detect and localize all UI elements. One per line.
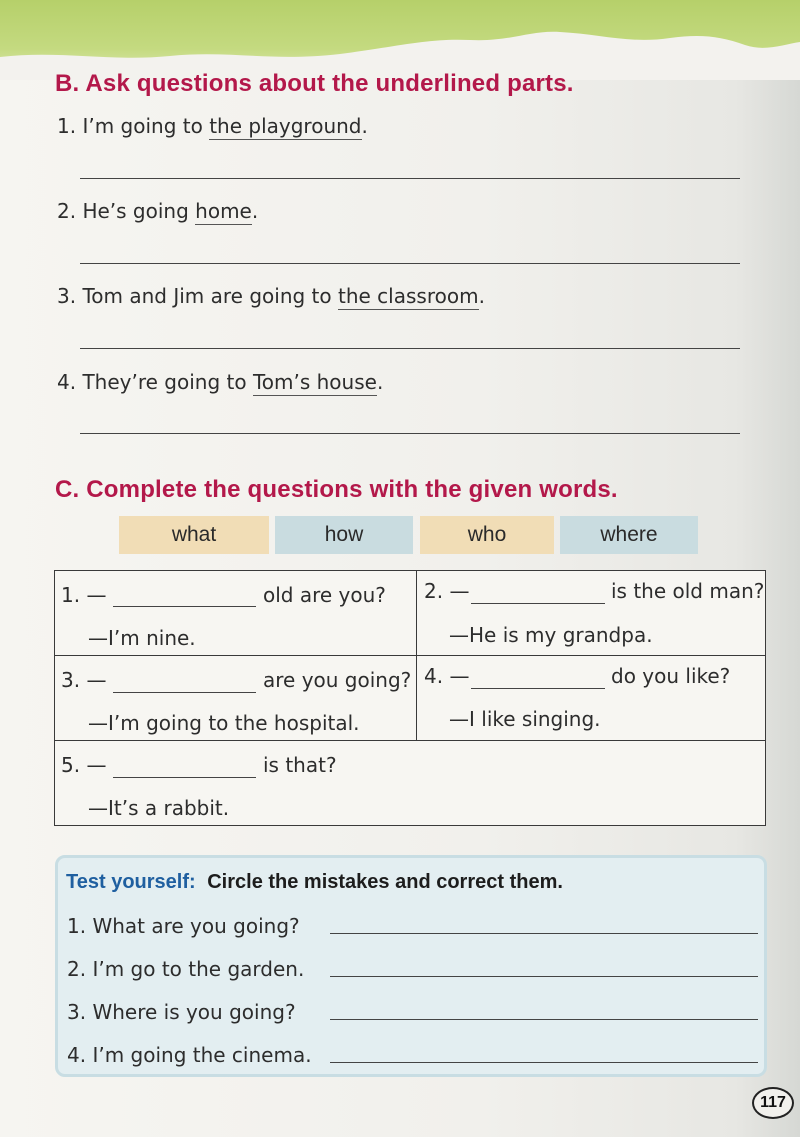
c-item-question: is that? [263,753,337,777]
c-item-answer: —I’m nine. [88,626,196,650]
test-answer-line-4[interactable] [330,1062,758,1063]
b-question-4 [57,370,383,394]
c-item-answer: —He is my grandpa. [449,623,653,647]
c-item-num: 3. — [61,668,107,692]
answer-line-b3[interactable] [80,348,740,349]
c-item-question: do you like? [611,664,731,688]
b-text: They’re going to [82,370,253,394]
word-box-what: what [119,516,269,554]
answer-line-b1[interactable] [80,178,740,179]
b-num: 4. [57,370,77,394]
test-instruction: Circle the mistakes and correct them. [207,871,563,893]
b-underlined: Tom’s house [252,370,377,394]
section-b-title: B. Ask questions about the underlined parts. [55,70,574,97]
c-item-question: old are you? [263,583,386,607]
blank-c4[interactable] [471,688,605,689]
b-text: Tom and Jim are going to [82,284,338,308]
b-underlined: home [195,199,252,223]
answer-line-b4[interactable] [80,433,740,434]
c-item-num: 2. — [424,579,470,603]
grid-divider [416,570,417,741]
blank-c2[interactable] [471,603,605,604]
blank-c3[interactable] [113,692,256,693]
header-wave [0,0,800,80]
b-period: . [478,284,485,308]
c-item-num: 4. — [424,664,470,688]
test-item: 2. I’m go to the garden. [67,957,305,981]
c-item-num: 1. — [61,583,107,607]
test-label: Test yourself: [66,871,196,893]
word-box-who: who [420,516,554,554]
word-box-how: how [275,516,413,554]
question-grid [54,570,766,826]
b-text: He’s going [82,199,196,223]
test-item: 4. I’m going the cinema. [67,1043,312,1067]
c-item-answer: —It’s a rabbit. [88,796,230,820]
word-box-where: where [560,516,698,554]
b-num: 3. [57,284,77,308]
c-item-question: is the old man? [611,579,765,603]
blank-c5[interactable] [113,777,256,778]
b-question-3 [57,284,485,308]
b-num: 1. [57,114,77,138]
c-item-answer: —I like singing. [449,707,601,731]
b-period: . [361,114,368,138]
answer-line-b2[interactable] [80,263,740,264]
b-num: 2. [57,199,77,223]
b-period: . [251,199,259,223]
test-answer-line-1[interactable] [330,933,758,934]
test-answer-line-3[interactable] [330,1019,758,1020]
c-item-answer: —I’m going to the hospital. [88,711,360,735]
grid-divider [54,740,766,741]
b-underlined: the playground [209,114,362,138]
blank-c1[interactable] [113,606,256,607]
grid-divider [54,655,766,656]
test-item: 1. What are you going? [67,914,300,938]
c-item-question: are you going? [263,668,412,692]
test-yourself-heading [66,871,563,894]
b-text: I’m going to [82,114,210,138]
b-period: . [376,370,384,394]
page-number: 117 [752,1087,794,1119]
test-answer-line-2[interactable] [330,976,758,977]
section-c-title: C. Complete the questions with the given words. [55,476,618,503]
b-underlined: the classroom [337,284,479,308]
b-question-2 [57,199,258,223]
test-item: 3. Where is you going? [67,1000,296,1024]
b-question-1 [57,114,368,138]
c-item-num: 5. — [61,753,107,777]
